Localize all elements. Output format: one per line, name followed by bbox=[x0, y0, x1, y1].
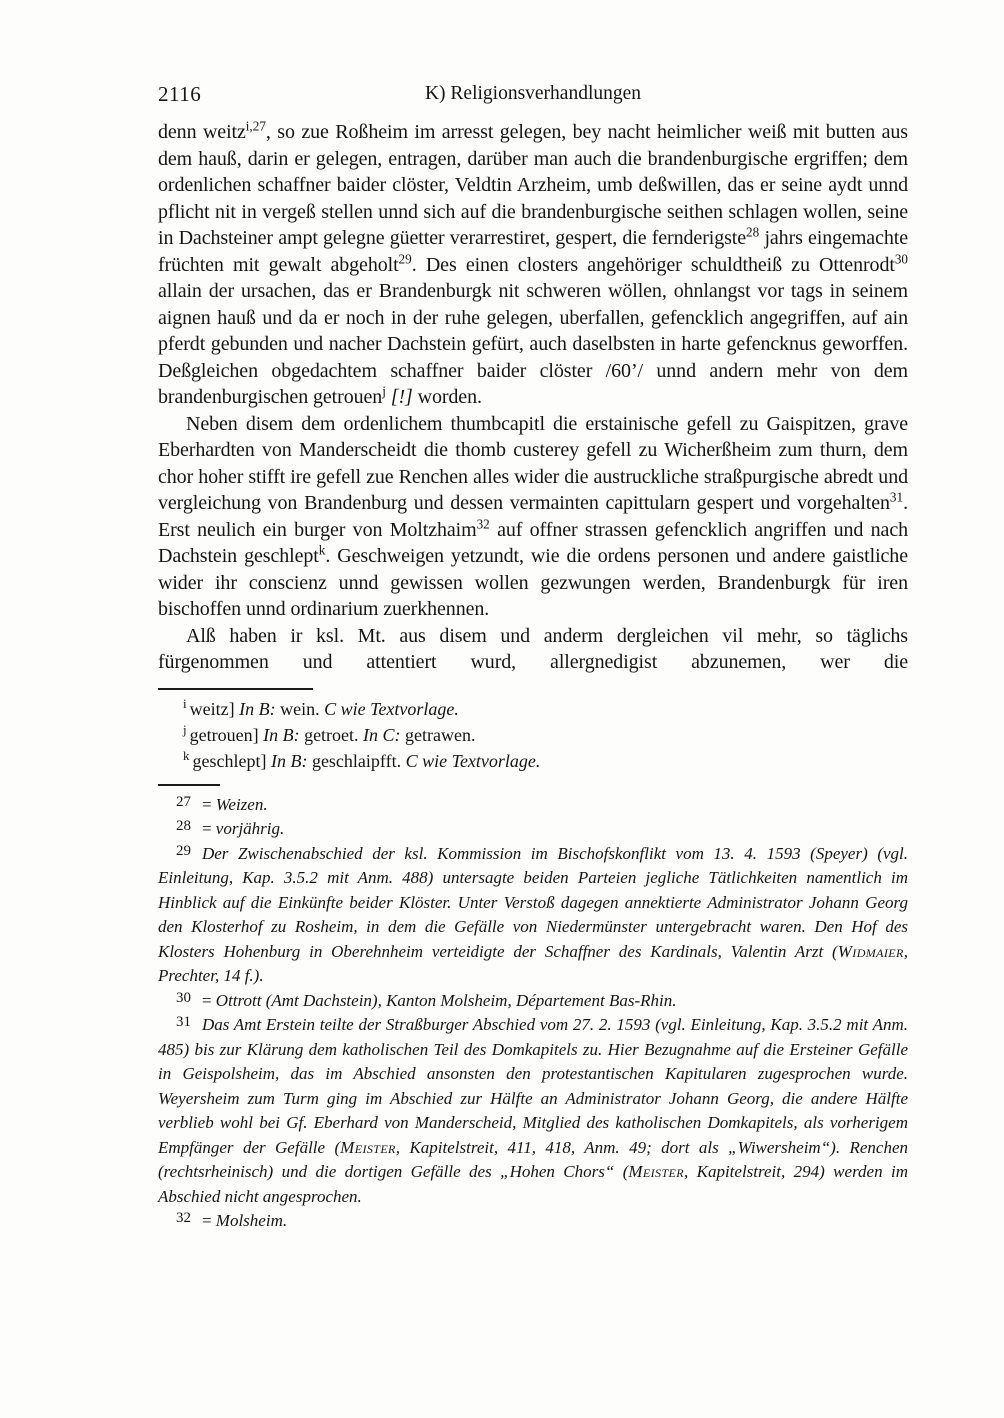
footnote-text-28: = vorjährig. bbox=[201, 819, 285, 838]
page-number: 2116 bbox=[158, 82, 202, 106]
footnote-text-31: Das Amt Erstein teilte der Straßburger Abschied vom 27. 2. 1593 (vgl. Einleitung, Kap. 3.5.2 mit Anm. 485) bis zur Klärung dem katholischen Teil des Domkapitels zu. Hier Bezugnahme auf die Ersteiner Gefälle in Geispolsheim, das im Abschied ansonsten den protestantischen Kapitularen zugesprochen wurde. Weyersheim zum Turm ging im Abschied zur Hälfte an Administrator Johann Georg, die andere Hälfte verblieb wohl bei Gf. Eberhard von Manderscheid, Mitglied des katholischen Domkapitels, als vorherigem Empfänger der Gefälle (Meister, Kapitelstreit, 411, 418, Anm. 49; dort als „Wiwersheim“). Renchen (rechtsrheinisch) und die dortigen Gefälle des „Hohen Chors“ (Meister, Kapitelstreit, 294) werden im Abschied nicht angesprochen. bbox=[158, 1015, 909, 1206]
apparatus-entry-k bbox=[158, 748, 908, 774]
apparatus-text-i: weitz] In B: wein. C wie Textvorlage. bbox=[189, 698, 459, 719]
footnote-text-29: Der Zwischenabschied der ksl. Kommission im Bischofskonflikt vom 13. 4. 1593 (Speyer) (vgl. Einleitung, Kap. 3.5.2 mit Anm. 488) untersagte beiden Parteien jegliche Tätlichkeiten namentlich im Hinblick auf die Einkünfte beider Klöster. Unter Verstoß dagegen annektierte Administrator Johann Georg den Klosterhof zu Rosheim, in dem die Gefälle von Niedermünster untergebracht waren. Den Hof des Klosters Hohenburg in Oberehnheim verteidigte der Schaffner des Kardinals, Valentin Arzt (Widmaier, Prechter, 14 f.). bbox=[158, 843, 908, 985]
footnote-number-29: 29 bbox=[176, 842, 191, 859]
apparatus-text-j: getrouen] In B: getroet. In C: getrawen. bbox=[189, 724, 476, 745]
apparatus-letter-k: k bbox=[183, 747, 190, 763]
footnote-text-30: = Ottrott (Amt Dachstein), Kanton Molsheim, Département Bas-Rhin. bbox=[201, 990, 677, 1010]
running-head-title: K) Religionsverhandlungen bbox=[424, 83, 642, 104]
apparatus-entry-j bbox=[158, 722, 908, 748]
apparatus-text-k: geschlept] In B: geschlaipfft. C wie Textvorlage. bbox=[192, 750, 541, 771]
footnote-text-32: = Molsheim. bbox=[201, 1211, 288, 1230]
body-paragraph-3: Alß haben ir ksl. Mt. aus disem und anderm dergleichen vil mehr, so täglichs fürgenommen und attentiert wurd, allergnedigist abzunemen, wer die bbox=[158, 624, 908, 673]
footnotes-separator-rule bbox=[158, 784, 220, 786]
apparatus-letter-j: j bbox=[183, 721, 187, 737]
critical-apparatus bbox=[158, 696, 908, 774]
footnote-31 bbox=[158, 1013, 908, 1209]
apparatus-separator-rule bbox=[158, 688, 313, 690]
body-paragraph-2: Neben disem dem ordenlichem thumbcapitl die erstainische gefell zu Gaispitzen, grave Eberhardten von Manderscheidt die thomb custerey gefell zu Wicherßheim zum thurn, dem chor hoher stifft ire gefell zue Renchen alles wider die austruckliche straßpurgische abredt und vergleichung von Brandenburg und dessen vermainten capittularn gespert und vorgehalten$^{31}$. Erst neulich ein burger von Moltzhaim$^{32}$ auf offner strassen gefencklich angriffen und nach Dachstein geschlept$^k$. Geschweigen yetzundt, wie die ordens personen und andere gaistliche wider ihr conscienz unnd gewissen wollen gezwungen werden, Brandenburgk für iren bischoffen unnd ordinarium zuerkhennen. bbox=[158, 412, 908, 620]
main-text-block bbox=[158, 119, 908, 676]
footnote-number-32: 32 bbox=[176, 1210, 191, 1226]
footnote-30 bbox=[158, 989, 908, 1014]
footnote-28 bbox=[158, 817, 908, 842]
footnote-32 bbox=[158, 1209, 908, 1234]
apparatus-letter-i: i bbox=[183, 695, 187, 711]
footnote-text-27: = Weizen. bbox=[201, 794, 268, 814]
apparatus-entry-i bbox=[158, 696, 908, 722]
footnote-number-28: 28 bbox=[176, 818, 191, 834]
footnote-number-31: 31 bbox=[176, 1014, 191, 1030]
footnote-29 bbox=[158, 842, 908, 989]
footnote-number-27: 27 bbox=[176, 793, 191, 810]
footnote-27 bbox=[158, 793, 908, 818]
running-header bbox=[158, 82, 908, 106]
body-paragraph-1: denn weitz$^{i,27}$, so zue Roßheim im arresst gelegen, bey nacht heimlicher weiß mit butten aus dem hauß, darin er gelegen, entragen, darüber man auch die brandenburgische ergriffen; dem ordenlichen schaffner baider clöster, Veldtin Arzheim, umb deßwillen, das er seine aydt unnd pflicht nit in vergeß stellen unnd sich auf die brandenburgische seithen schlagen wollen, seine in Dachsteiner ampt gelegne güetter verarrestiret, gespert, die fernderigste$^{28}$ jahrs eingemachte früchten mit gewalt abgeholt$^{29}$. Des einen closters angehöriger schuldtheiß zu Ottenrodt$^{30}$ allain der ursachen, das er Brandenburgk nit schweren wöllen, ohnlangst vor tags in seinem aignen hauß und da er noch in der ruhe gelegen, uberfallen, gefencklich angegriffen, auf ain pferdt gebunden und nacher Dachstein gefürt, auch daselbsten in harte gefencknus geworffen. Deßgleichen obgedachtem schaffner baider clöster /60’/ unnd andern mehr von dem brandenburgischen getrouen$^j$ [!] worden. bbox=[158, 118, 908, 408]
footnote-number-30: 30 bbox=[176, 989, 191, 1006]
footnotes-block bbox=[158, 793, 908, 1234]
